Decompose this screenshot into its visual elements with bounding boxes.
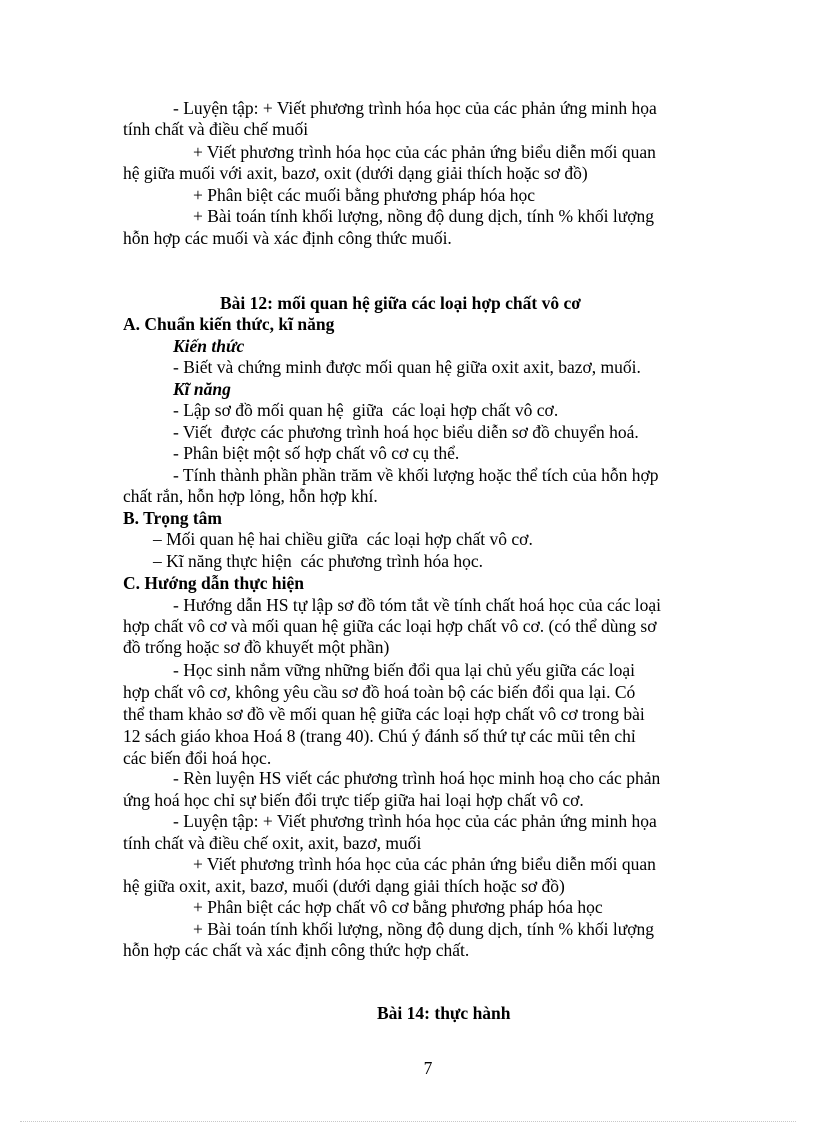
guide-2-line-3: thể tham khảo sơ đồ về mối quan hệ giữa các loại hợp chất vô cơ trong bài: [123, 704, 645, 724]
skills-subheading: Kĩ năng: [173, 379, 231, 399]
section-c-heading: C. Hướng dẫn thực hiện: [123, 573, 304, 593]
prev-practice-line-7: hỗn hợp các muối và xác định công thức muối.: [123, 228, 452, 248]
guide-1-line-2: hợp chất vô cơ và mối quan hệ giữa các loại hợp chất vô cơ. (có thể dùng sơ: [123, 616, 657, 636]
page-number: 7: [423, 1058, 433, 1078]
lesson-14-title: Bài 14: thực hành: [377, 1003, 511, 1023]
guide-4-line-1: - Luyện tập: + Viết phương trình hóa học của các phản ứng minh họa: [173, 811, 657, 831]
knowledge-subheading: Kiến thức: [173, 336, 245, 356]
guide-2-line-4: 12 sách giáo khoa Hoá 8 (trang 40). Chú ý đánh số thứ tự các mũi tên chỉ: [123, 726, 636, 746]
guide-2-line-5: các biến đổi hoá học.: [123, 748, 272, 768]
prev-practice-line-2: tính chất và điều chế muối: [123, 119, 309, 139]
section-a-heading: A. Chuẩn kiến thức, kĩ năng: [123, 314, 335, 334]
guide-5-line-2: hệ giữa oxit, axit, bazơ, muối (dưới dạng giải thích hoặc sơ đồ): [123, 876, 565, 896]
prev-practice-line-4: hệ giữa muối với axit, bazơ, oxit (dưới dạng giải thích hoặc sơ đồ): [123, 163, 588, 183]
guide-1-line-1: - Hướng dẫn HS tự lập sơ đồ tóm tắt về tính chất hoá học của các loại: [173, 595, 661, 615]
skill-item-4-line-2: chất rắn, hỗn hợp lỏng, hỗn hợp khí.: [123, 486, 378, 506]
skill-item-2: - Viết được các phương trình hoá học biểu diễn sơ đồ chuyển hoá.: [173, 422, 639, 442]
guide-3-line-2: ứng hoá học chỉ sự biến đổi trực tiếp giữa hai loại hợp chất vô cơ.: [123, 790, 584, 810]
guide-7-line-1: + Bài toán tính khối lượng, nồng độ dung dịch, tính % khối lượng: [193, 919, 655, 939]
guide-3-line-1: - Rèn luyện HS viết các phương trình hoá học minh hoạ cho các phản: [173, 768, 661, 788]
skill-item-4-line-1: - Tính thành phần phần trăm về khối lượng hoặc thể tích của hỗn hợp: [173, 465, 659, 485]
focus-item-2: – Kĩ năng thực hiện các phương trình hóa học.: [153, 551, 484, 571]
guide-2-line-2: hợp chất vô cơ, không yêu cầu sơ đồ hoá toàn bộ các biến đổi qua lại. Có: [123, 682, 636, 702]
section-b-heading: B. Trọng tâm: [123, 508, 223, 528]
skill-item-1: - Lập sơ đồ mối quan hệ giữa các loại hợp chất vô cơ.: [173, 400, 559, 420]
guide-5-line-1: + Viết phương trình hóa học của các phản ứng biểu diễn mối quan: [193, 854, 656, 874]
prev-practice-line-5: + Phân biệt các muối bằng phương pháp hóa học: [193, 185, 536, 205]
guide-7-line-2: hỗn hợp các chất và xác định công thức hợp chất.: [123, 940, 470, 960]
knowledge-item: - Biết và chứng minh được mối quan hệ giữa oxit axit, bazơ, muối.: [173, 357, 641, 377]
guide-4-line-2: tính chất và điều chế oxit, axit, bazơ, muối: [123, 833, 422, 853]
prev-practice-line-3: + Viết phương trình hóa học của các phản ứng biểu diễn mối quan: [193, 142, 656, 162]
lesson-12-title: Bài 12: mối quan hệ giữa các loại hợp chất vô cơ: [220, 293, 581, 313]
guide-2-line-1: - Học sinh nắm vững những biến đổi qua lại chủ yếu giữa các loại: [173, 660, 635, 680]
skill-item-3: - Phân biệt một số hợp chất vô cơ cụ thể.: [173, 443, 460, 463]
guide-1-line-3: đồ trống hoặc sơ đồ khuyết một phần): [123, 637, 390, 657]
prev-practice-line-6: + Bài toán tính khối lượng, nồng độ dung dịch, tính % khối lượng: [193, 206, 655, 226]
guide-6: + Phân biệt các hợp chất vô cơ bằng phương pháp hóa học: [193, 897, 603, 917]
focus-item-1: – Mối quan hệ hai chiều giữa các loại hợp chất vô cơ.: [153, 529, 533, 549]
prev-practice-line-1: - Luyện tập: + Viết phương trình hóa học của các phản ứng minh họa: [173, 98, 657, 118]
page-bottom-divider: [20, 1121, 796, 1122]
